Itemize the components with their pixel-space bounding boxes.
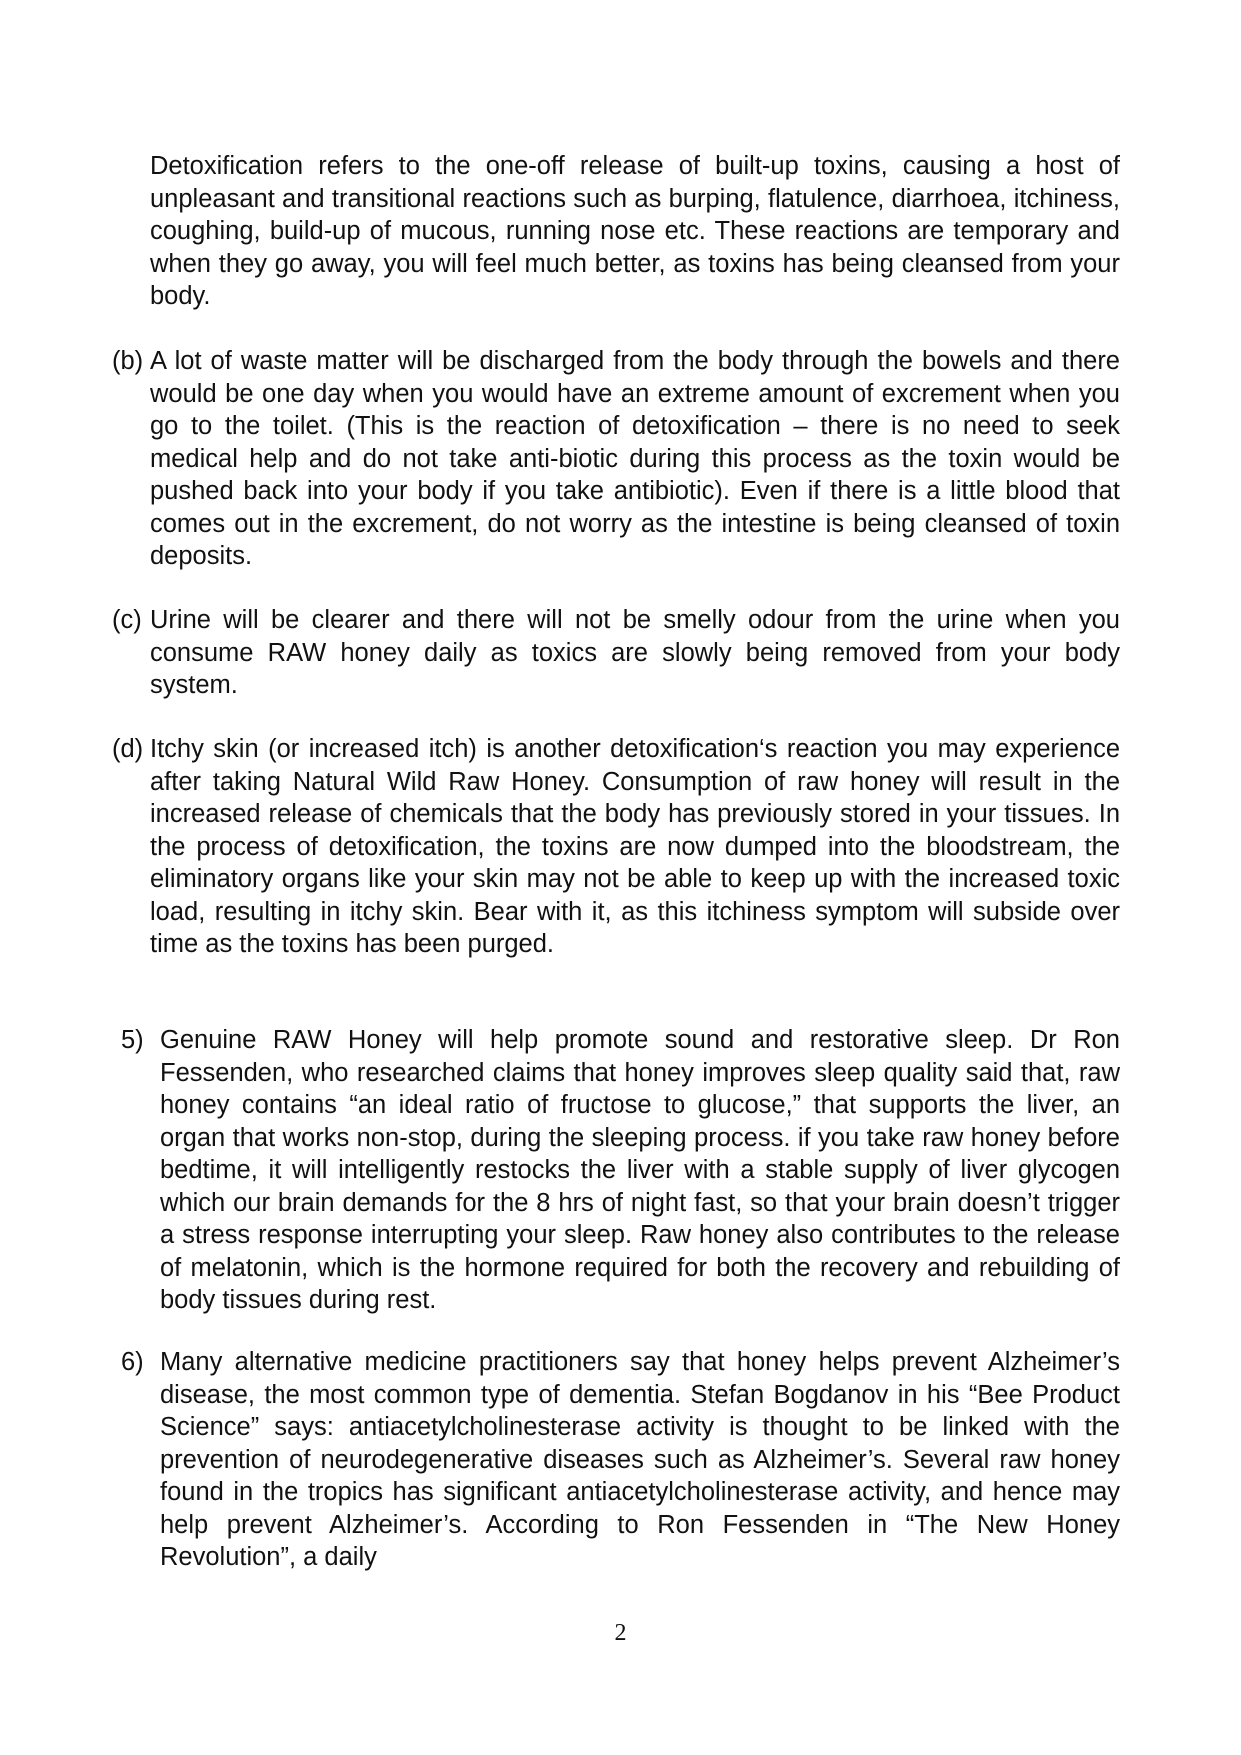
item-b-paragraph [150, 345, 1120, 573]
item-6-paragraph [160, 1346, 1120, 1574]
item-6-label: 6) [121, 1348, 144, 1376]
page-number: 2 [614, 1620, 627, 1646]
intro-paragraph [150, 150, 1120, 313]
item-b-label: (b) [112, 347, 144, 375]
item-d-paragraph [150, 733, 1120, 961]
intro-text: Detoxification refers to the one-off release of built-up toxins, causing a host of unpleasant and transitional reactions such as burping, flatulence, diarrhoea, itchiness, coughing, build-up of mucous, running nose etc. These reactions are temporary and when they go away, you will feel much better, as toxins has being cleansed from your body. [150, 152, 1120, 310]
item-b-text: A lot of waste matter will be discharged from the body through the bowels and there would be one day when you would have an extreme amount of excrement when you go to the toilet. (This is the reaction of detoxification – there is no need to seek medical help and do not take anti-biotic during this process as the toxin would be pushed back into your body if you take antibiotic). Even if there is a little blood that comes out in the excrement, do not worry as the intestine is being cleansed of toxin deposits. [150, 347, 1120, 570]
item-d-text: Itchy skin (or increased itch) is another detoxification‘s reaction you may experience after taking Natural Wild Raw Honey. Consumption of raw honey will result in the increased release of chemicals that the body has previously stored in your tissues. In the process of detoxification, the toxins are now dumped into the bloodstream, the eliminatory organs like your skin may not be able to keep up with the increased toxic load, resulting in itchy skin. Bear with it, as this itchiness symptom will subside over time as the toxins has been purged. [150, 735, 1120, 958]
item-5-text: Genuine RAW Honey will help promote sound and restorative sleep. Dr Ron Fessenden, who researched claims that honey improves sleep quality said that, raw honey contains “an ideal ratio of fructose to glucose,” that supports the liver, an organ that works non-stop, during the sleeping process. if you take raw honey before bedtime, it will intelligently restocks the liver with a stable supply of liver glycogen which our brain demands for the 8 hrs of night fast, so that your brain doesn’t trigger a stress response interrupting your sleep. Raw honey also contributes to the release of melatonin, which is the hormone required for both the recovery and rebuilding of body tissues during rest. [160, 1026, 1120, 1314]
item-c-text: Urine will be clearer and there will not be smelly odour from the urine when you consume RAW honey daily as toxics are slowly being removed from your body system. [150, 606, 1120, 699]
item-d-label: (d) [112, 735, 144, 763]
item-6-text: Many alternative medicine practitioners say that honey helps prevent Alzheimer’s disease, the most common type of dementia. Stefan Bogdanov in his “Bee Product Science” says: antiacetylcholinesterase activity is thought to be linked with the prevention of neurodegenerative diseases such as Alzheimer’s. Several raw honey found in the tropics has significant antiacetylcholinesterase activity, and hence may help prevent Alzheimer’s. According to Ron Fessenden in “The New Honey Revolution”, a daily [160, 1348, 1120, 1571]
item-5-label: 5) [121, 1026, 144, 1054]
item-c-label: (c) [112, 606, 142, 634]
item-5-paragraph [160, 1024, 1120, 1317]
item-c-paragraph [150, 604, 1120, 702]
